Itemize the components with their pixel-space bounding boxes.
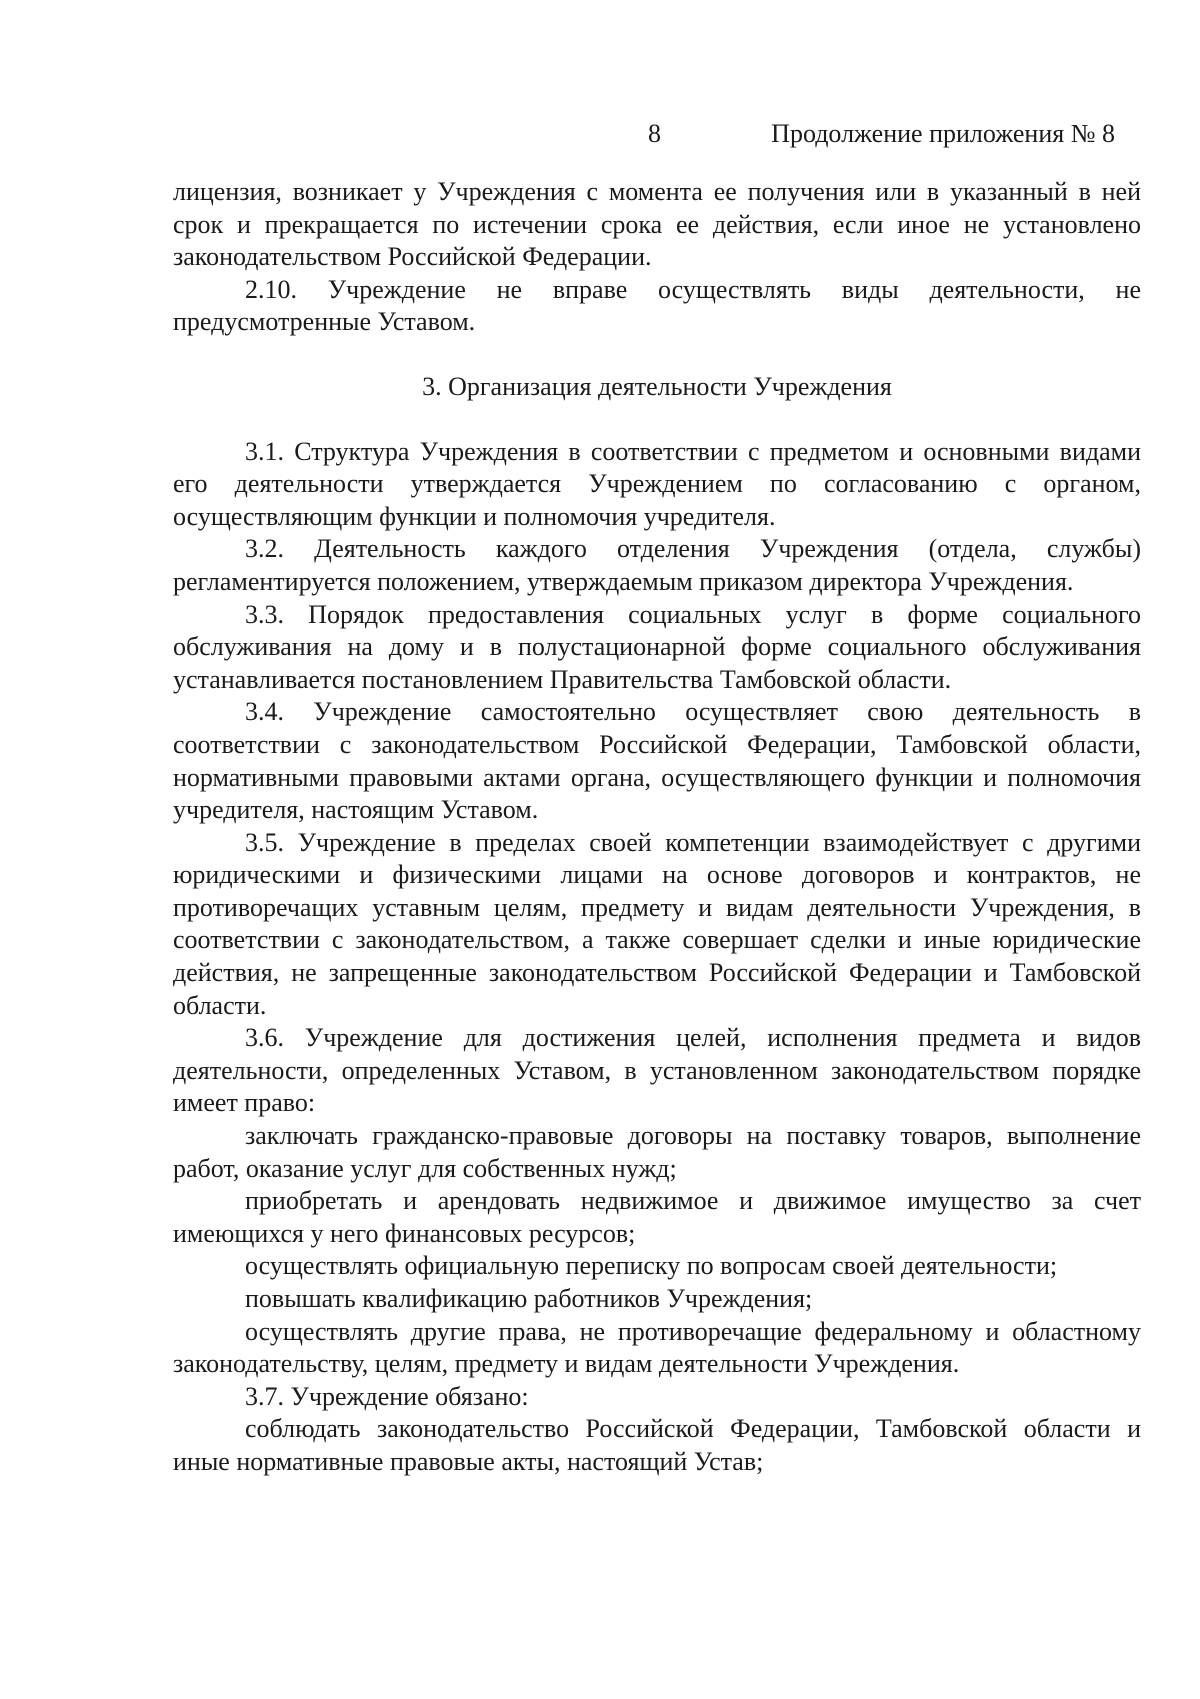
page-header xyxy=(0,114,1200,154)
paragraph: приобретать и арендовать недвижимое и движимое имущество за счет имеющихся у него финансовых ресурсов; xyxy=(173,1186,1141,1248)
paragraphs-before-heading xyxy=(173,176,1141,339)
paragraph: 3.5. Учреждение в пределах своей компетенции взаимодействует с другими юридическими и физическими лицами на основе договоров и контрактов, не противоречащих уставным целям, предмету и видам деятельности Учреждения, в соответствии с законодательством, а также совершает сделки и иные юридические действия, не запрещенные законодательством Российской Федерации и Тамбовской области. xyxy=(173,827,1141,1020)
paragraph: лицензия, возникает у Учреждения с момента ее получения или в указанный в ней срок и прекращается по истечении срока ее действия, если иное не установлено законодательством Российской Федерации. xyxy=(173,177,1141,272)
paragraph: 3.1. Структура Учреждения в соответствии с предметом и основными видами его деятельности утверждается Учреждением по согласованию с органом, осуществляющим функции и полномочия учредителя. xyxy=(173,436,1141,531)
paragraphs-after-heading xyxy=(173,436,1141,1479)
document-body xyxy=(173,176,1141,1479)
paragraph: осуществлять официальную переписку по вопросам своей деятельности; xyxy=(245,1251,1058,1281)
paragraph: соблюдать законодательство Российской Федерации, Тамбовской области и иные нормативные правовые акты, настоящий Устав; xyxy=(173,1414,1141,1476)
section-heading: 3. Организация деятельности Учреждения xyxy=(422,371,892,401)
paragraph: 2.10. Учреждение не вправе осуществлять виды деятельности, не предусмотренные Уставом. xyxy=(173,274,1141,337)
appendix-caption: Продолжение приложения № 8 xyxy=(771,119,1115,148)
paragraph: осуществлять другие права, не противоречащие федеральному и областному законодательству, целям, предмету и видам деятельности Учреждения. xyxy=(173,1316,1141,1379)
paragraph: 3.2. Деятельность каждого отделения Учреждения (отдела, службы) регламентируется положением, утверждаемым приказом директора Учреждения. xyxy=(173,534,1141,596)
paragraph: заключать гражданско-правовые договоры на поставку товаров, выполнение работ, оказание услуг для собственных нужд; xyxy=(173,1121,1141,1183)
paragraph: повышать квалификацию работников Учреждения; xyxy=(245,1284,813,1313)
paragraph: 3.4. Учреждение самостоятельно осуществляет свою деятельность в соответствии с законодательством Российской Федерации, Тамбовской области, нормативными правовыми актами органа, осуществляющего функции и полномочия учредителя, настоящим Уставом. xyxy=(173,697,1141,825)
page-number: 8 xyxy=(648,119,661,148)
paragraph: 3.6. Учреждение для достижения целей, исполнения предмета и видов деятельности, определенных Уставом, в установленном законодательством порядке имеет право: xyxy=(173,1023,1141,1118)
paragraph: 3.3. Порядок предоставления социальных услуг в форме социального обслуживания на дому и в полустационарной форме социального обслуживания устанавливается постановлением Правительства Тамбовской области. xyxy=(173,599,1141,694)
paragraph: 3.7. Учреждение обязано: xyxy=(245,1381,529,1411)
